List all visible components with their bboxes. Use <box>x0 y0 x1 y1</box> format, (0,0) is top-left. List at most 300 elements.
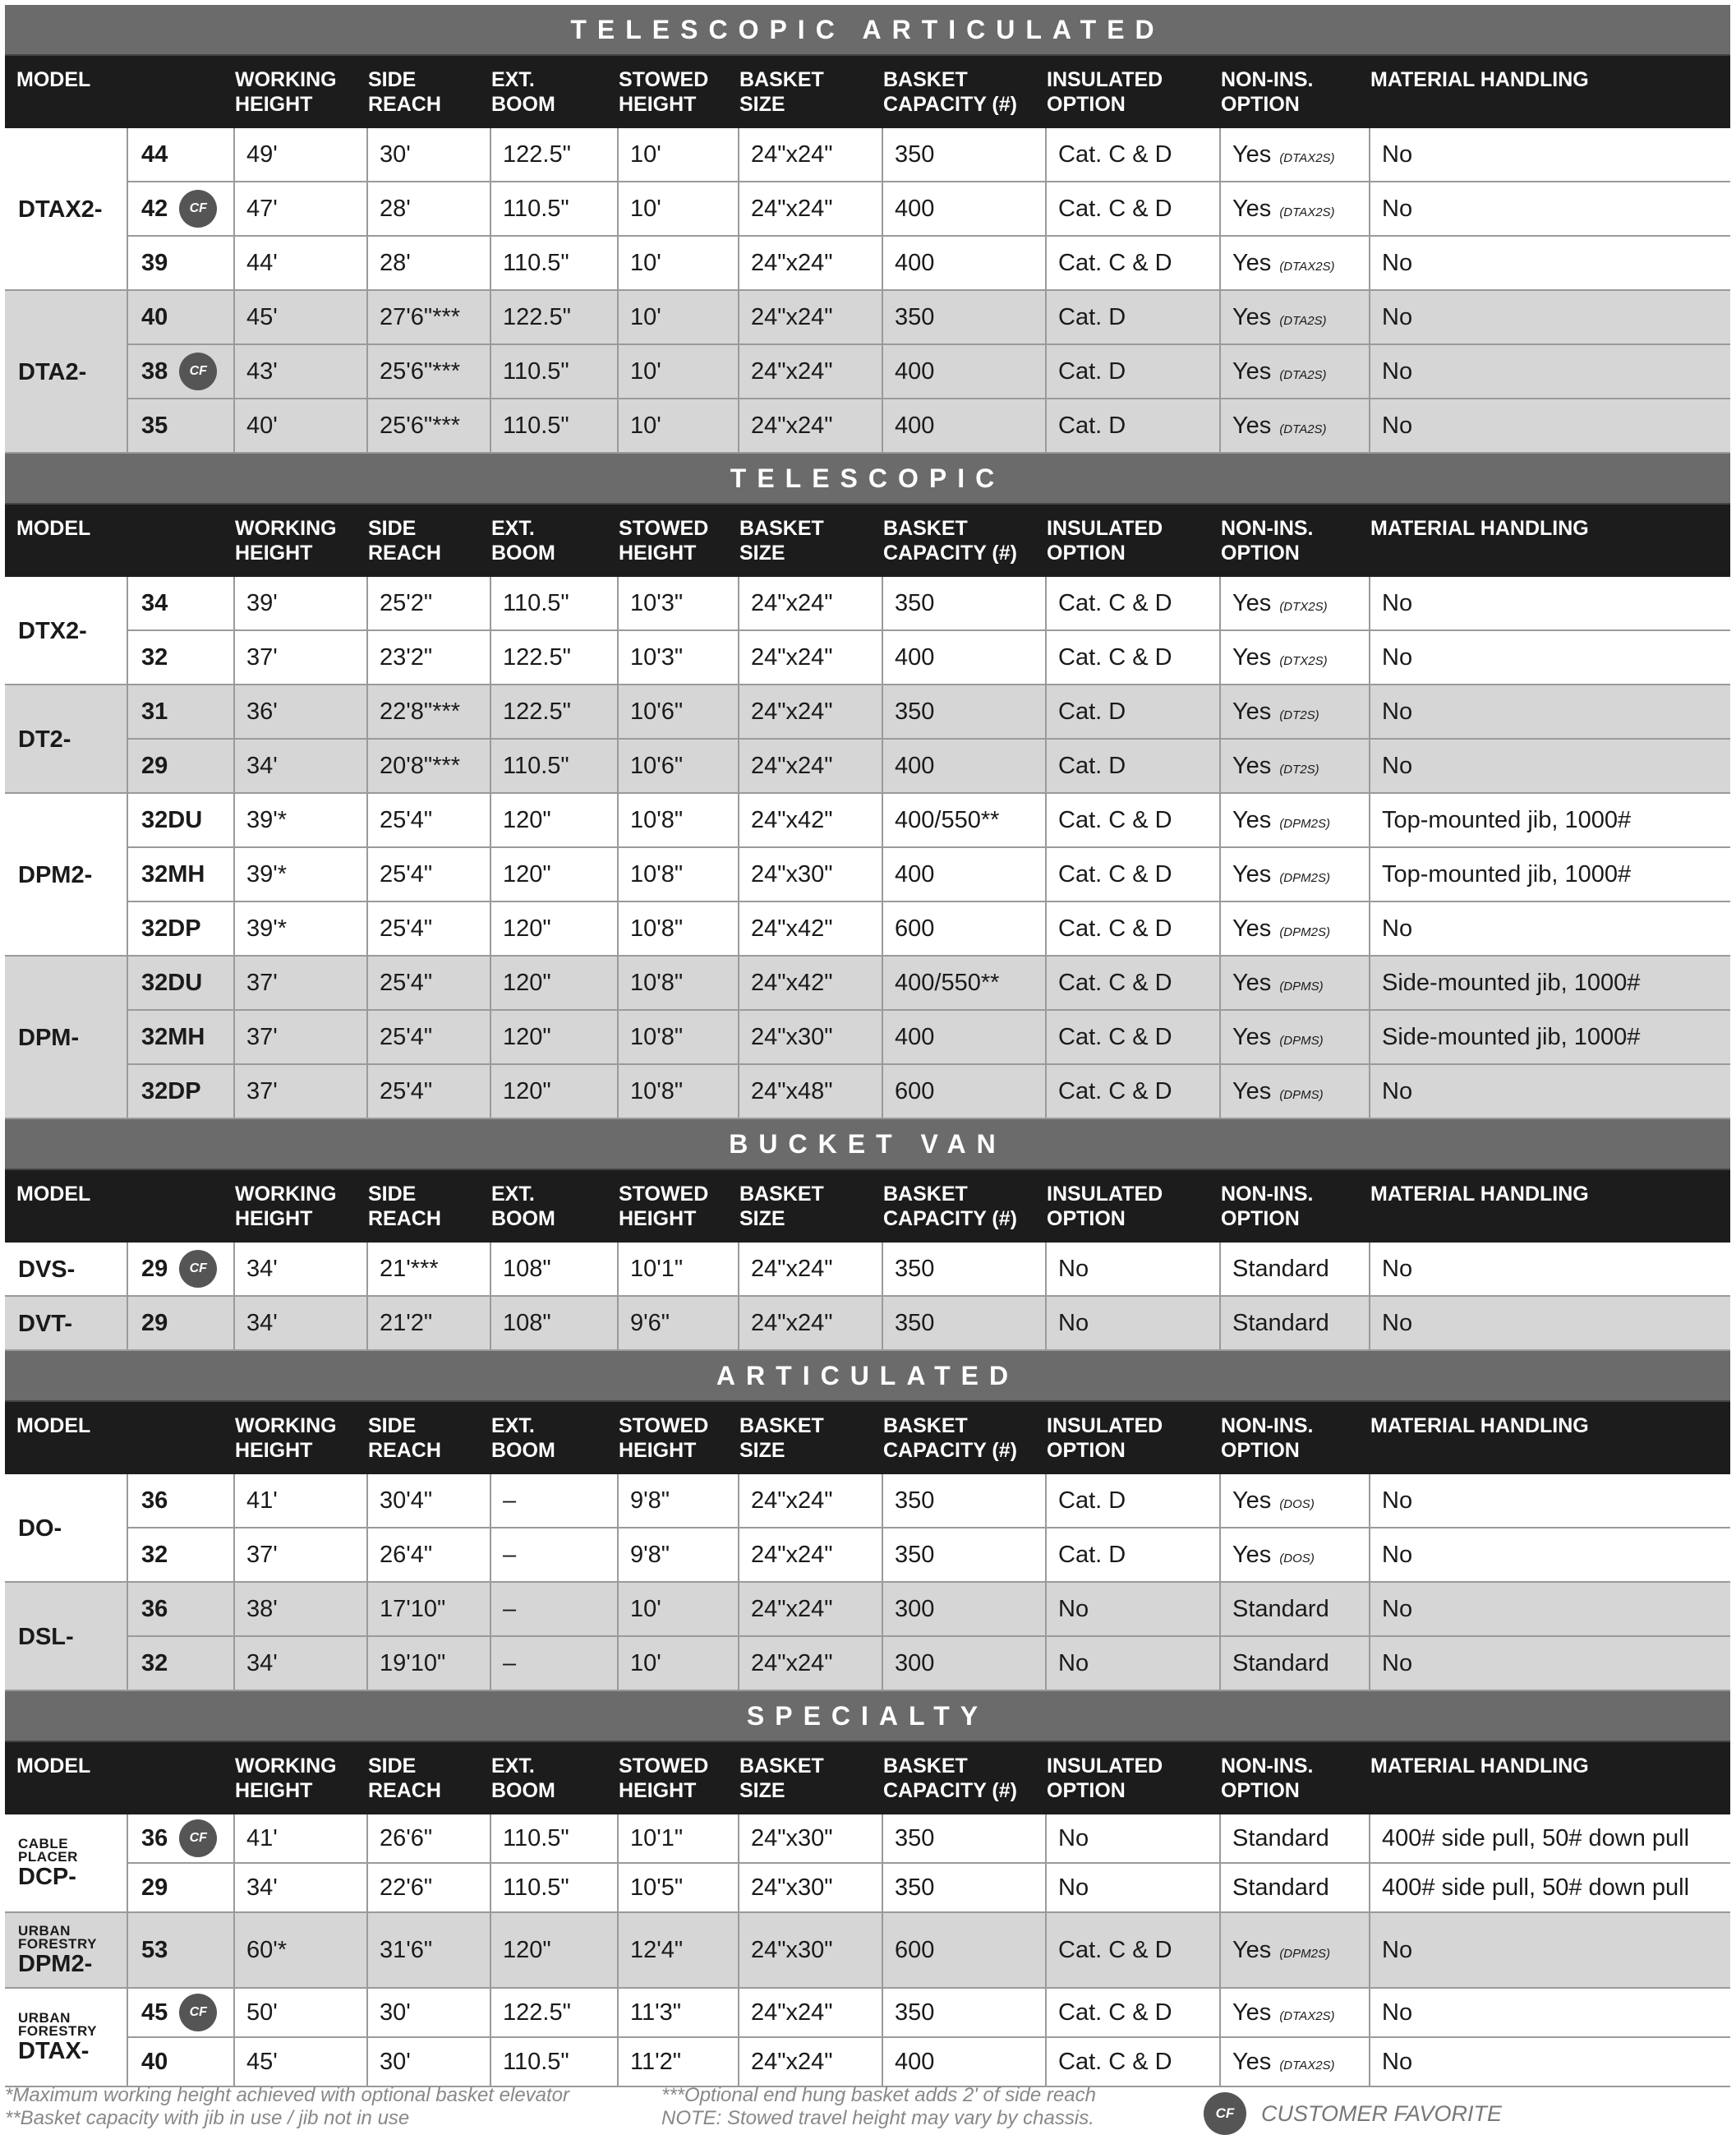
model-number: 44 <box>141 141 168 168</box>
side-reach-cell <box>368 1243 491 1295</box>
insulated-option-value: Cat. C & D <box>1058 141 1172 168</box>
model-number-cell <box>128 1297 235 1349</box>
basket-capacity-cell <box>883 237 1047 289</box>
working-height-cell <box>235 1864 368 1911</box>
model-number-cell <box>128 740 235 792</box>
model-rows <box>128 957 1730 1118</box>
column-header-ext-boom: EXT. BOOM <box>491 517 555 565</box>
material-handling-cell <box>1370 399 1730 452</box>
insulated-option-value: Cat. D <box>1058 752 1126 779</box>
working-height-cell <box>235 1297 368 1349</box>
basket-capacity-value: 350 <box>895 589 935 616</box>
basket-capacity-cell <box>883 1474 1047 1527</box>
working-height-value: 38' <box>246 1595 278 1622</box>
basket-capacity-value: 350 <box>895 1255 935 1282</box>
insulated-option-cell <box>1047 902 1221 955</box>
side-reach-value: 30' <box>380 141 411 168</box>
basket-size-cell <box>739 2038 883 2086</box>
ext-boom-cell <box>491 182 619 235</box>
working-height-cell <box>235 848 368 901</box>
model-number: 38 <box>141 357 168 385</box>
model-name-cell <box>5 1474 128 1581</box>
insulated-option-cell <box>1047 128 1221 181</box>
working-height-cell <box>235 631 368 684</box>
working-height-value: 40' <box>246 412 278 439</box>
ext-boom-value: 122.5" <box>503 303 571 330</box>
ext-boom-value: – <box>503 1649 517 1676</box>
material-handling-cell <box>1370 1583 1730 1635</box>
table-row <box>128 128 1730 182</box>
model-prefix: DTAX- <box>18 2037 90 2064</box>
basket-size-cell <box>739 128 883 181</box>
insulated-option-cell <box>1047 740 1221 792</box>
side-reach-value: 21'*** <box>380 1255 439 1282</box>
model-number-cell <box>128 2038 235 2086</box>
insulated-option-cell <box>1047 1913 1221 1987</box>
column-header-stowed-height: STOWED HEIGHT <box>619 1754 709 1802</box>
basket-capacity-value: 600 <box>895 915 935 942</box>
model-number: 36 <box>141 1487 168 1514</box>
model-prefix: DPM2- <box>18 1950 93 1977</box>
side-reach-value: 25'6"*** <box>380 357 461 385</box>
customer-favorite-badge-icon: CF <box>179 1819 217 1857</box>
column-header-material-handling: MATERIAL HANDLING <box>1370 68 1589 91</box>
working-height-value: 44' <box>246 249 278 276</box>
stowed-height-cell <box>619 1243 739 1295</box>
material-handling-value: No <box>1382 698 1413 725</box>
stowed-height-value: 10' <box>630 249 661 276</box>
ext-boom-value: – <box>503 1541 517 1568</box>
model-name-cell <box>5 577 128 684</box>
non-ins-option-value: Yes <box>1232 1487 1272 1514</box>
model-number: 40 <box>141 303 168 330</box>
non-ins-model-code: (DT2S) <box>1279 708 1319 722</box>
side-reach-cell <box>368 848 491 901</box>
ext-boom-value: 110.5" <box>503 752 569 779</box>
basket-capacity-value: 350 <box>895 698 935 725</box>
non-ins-model-code: (DTA2S) <box>1279 313 1327 328</box>
working-height-cell <box>235 1243 368 1295</box>
side-reach-cell <box>368 182 491 235</box>
side-reach-value: 31'6" <box>380 1936 433 1963</box>
stowed-height-cell <box>619 1989 739 2036</box>
basket-size-value: 24"x48" <box>751 1077 833 1104</box>
side-reach-cell <box>368 237 491 289</box>
column-header-non-ins-option: NON-INS. OPTION <box>1221 1183 1314 1230</box>
ext-boom-cell <box>491 848 619 901</box>
column-header-working-height: WORKING HEIGHT <box>235 1183 337 1230</box>
customer-favorite-badge-icon: CF <box>179 1994 217 2031</box>
ext-boom-cell <box>491 794 619 846</box>
material-handling-value: No <box>1382 1309 1413 1336</box>
side-reach-cell <box>368 1989 491 2036</box>
model-number-cell <box>128 1989 235 2036</box>
stowed-height-cell <box>619 182 739 235</box>
ext-boom-cell <box>491 1528 619 1581</box>
non-ins-option-value: Standard <box>1232 1649 1329 1676</box>
non-ins-option-value: Standard <box>1232 1255 1329 1282</box>
table-row <box>128 237 1730 289</box>
table-row <box>128 399 1730 452</box>
model-category-label: URBAN <box>18 1922 71 1939</box>
insulated-option-cell <box>1047 1637 1221 1690</box>
ext-boom-cell <box>491 631 619 684</box>
non-ins-option-value: Yes <box>1232 806 1272 833</box>
model-number-cell <box>128 848 235 901</box>
table-row <box>128 577 1730 631</box>
model-number-cell <box>128 685 235 738</box>
column-header-side-reach: SIDE REACH <box>368 68 441 116</box>
non-ins-model-code: (DTA2S) <box>1279 422 1327 436</box>
working-height-value: 41' <box>246 1487 278 1514</box>
insulated-option-cell <box>1047 577 1221 629</box>
column-header-non-ins-option: NON-INS. OPTION <box>1221 1414 1314 1462</box>
model-number-cell <box>128 1474 235 1527</box>
model-name-cell <box>5 1913 128 1987</box>
model-group <box>5 1583 1730 1691</box>
legend-label: CUSTOMER FAVORITE <box>1261 2100 1503 2126</box>
non-ins-model-code: (DT2S) <box>1279 762 1319 777</box>
insulated-option-cell <box>1047 1528 1221 1581</box>
basket-size-cell <box>739 1011 883 1063</box>
model-prefix: DTAX2- <box>18 196 103 223</box>
ext-boom-cell <box>491 1989 619 2036</box>
table-row <box>128 685 1730 740</box>
basket-size-cell <box>739 1637 883 1690</box>
material-handling-value: No <box>1382 589 1413 616</box>
model-prefix: DO- <box>18 1515 62 1542</box>
model-name <box>18 1515 62 1541</box>
non-ins-model-code: (DPMS) <box>1279 979 1324 994</box>
table-row <box>128 740 1730 792</box>
non-ins-option-cell <box>1221 957 1370 1009</box>
table-row <box>128 1011 1730 1065</box>
working-height-value: 43' <box>246 357 278 385</box>
model-category-label: FORESTRY <box>18 1935 97 1952</box>
table-row <box>128 345 1730 399</box>
material-handling-cell <box>1370 631 1730 684</box>
side-reach-value: 25'4" <box>380 915 433 942</box>
ext-boom-value: 108" <box>503 1309 551 1336</box>
column-header-basket-size: BASKET SIZE <box>739 517 824 565</box>
ext-boom-cell <box>491 1065 619 1118</box>
model-name <box>18 1256 75 1282</box>
basket-capacity-cell <box>883 291 1047 344</box>
working-height-value: 60'* <box>246 1936 288 1963</box>
basket-capacity-cell <box>883 1913 1047 1987</box>
column-header-side-reach: SIDE REACH <box>368 1414 441 1462</box>
ext-boom-value: 110.5" <box>503 249 569 276</box>
material-handling-cell <box>1370 1011 1730 1063</box>
non-ins-option-value: Yes <box>1232 1023 1272 1050</box>
working-height-value: 47' <box>246 195 278 222</box>
basket-size-value: 24"x42" <box>751 969 833 996</box>
working-height-value: 37' <box>246 1077 278 1104</box>
ext-boom-cell <box>491 1913 619 1987</box>
column-header-model: MODEL <box>16 1414 91 1437</box>
model-rows <box>128 577 1730 684</box>
ext-boom-cell <box>491 237 619 289</box>
non-ins-option-value: Yes <box>1232 698 1272 725</box>
working-height-value: 37' <box>246 1541 278 1568</box>
non-ins-option-cell <box>1221 1243 1370 1295</box>
side-reach-cell <box>368 1065 491 1118</box>
basket-size-cell <box>739 1814 883 1862</box>
model-prefix: DVS- <box>18 1256 76 1283</box>
basket-capacity-value: 600 <box>895 1936 935 1963</box>
non-ins-option-cell <box>1221 685 1370 738</box>
basket-size-value: 24"x30" <box>751 1824 833 1851</box>
non-ins-option-cell <box>1221 1065 1370 1118</box>
side-reach-value: 20'8"*** <box>380 752 461 779</box>
working-height-cell <box>235 1011 368 1063</box>
insulated-option-cell <box>1047 1243 1221 1295</box>
material-handling-cell <box>1370 182 1730 235</box>
basket-capacity-cell <box>883 902 1047 955</box>
table-row <box>128 631 1730 684</box>
side-reach-value: 22'6" <box>380 1874 433 1901</box>
basket-capacity-cell <box>883 1864 1047 1911</box>
section-title: BUCKET VAN <box>5 1119 1730 1170</box>
model-rows <box>128 1474 1730 1581</box>
model-number-cell <box>128 577 235 629</box>
side-reach-value: 25'6"*** <box>380 412 461 439</box>
non-ins-option-value: Yes <box>1232 915 1272 942</box>
column-header-basket-size: BASKET SIZE <box>739 1754 824 1802</box>
basket-capacity-value: 400 <box>895 412 935 439</box>
insulated-option-value: Cat. D <box>1058 357 1126 385</box>
side-reach-value: 26'4" <box>380 1541 433 1568</box>
model-rows <box>128 1989 1730 2086</box>
column-header-insulated-option: INSULATED OPTION <box>1047 1183 1163 1230</box>
model-name <box>18 196 103 222</box>
material-handling-value: No <box>1382 1077 1413 1104</box>
basket-size-cell <box>739 1583 883 1635</box>
insulated-option-cell <box>1047 1814 1221 1862</box>
column-header-row <box>5 1402 1730 1474</box>
side-reach-value: 25'4" <box>380 1077 433 1104</box>
column-header-side-reach: SIDE REACH <box>368 1754 441 1802</box>
table-row <box>128 1474 1730 1528</box>
ext-boom-value: 120" <box>503 860 551 888</box>
column-header-working-height: WORKING HEIGHT <box>235 1414 337 1462</box>
side-reach-value: 26'6" <box>380 1824 433 1851</box>
side-reach-value: 28' <box>380 195 411 222</box>
working-height-value: 34' <box>246 1255 278 1282</box>
non-ins-option-value: Yes <box>1232 1077 1272 1104</box>
model-number-cell <box>128 1065 235 1118</box>
basket-capacity-value: 400 <box>895 2048 935 2075</box>
model-name-cell <box>5 1243 128 1295</box>
insulated-option-cell <box>1047 1864 1221 1911</box>
side-reach-cell <box>368 1864 491 1911</box>
model-number-cell <box>128 957 235 1009</box>
model-category-label: CABLE <box>18 1835 69 1851</box>
model-group <box>5 1913 1730 1989</box>
side-reach-cell <box>368 291 491 344</box>
model-rows <box>128 1583 1730 1690</box>
ext-boom-value: 120" <box>503 915 551 942</box>
model-name <box>18 1311 72 1336</box>
column-header-basket-size: BASKET SIZE <box>739 68 824 116</box>
side-reach-cell <box>368 577 491 629</box>
stowed-height-cell <box>619 1528 739 1581</box>
side-reach-cell <box>368 1474 491 1527</box>
side-reach-value: 30' <box>380 1999 411 2026</box>
non-ins-model-code: (DTAX2S) <box>1279 2058 1335 2073</box>
material-handling-cell <box>1370 1989 1730 2036</box>
legend <box>1204 2092 1502 2135</box>
column-header-ext-boom: EXT. BOOM <box>491 1754 555 1802</box>
insulated-option-value: Cat. D <box>1058 698 1126 725</box>
model-name <box>18 862 92 888</box>
ext-boom-cell <box>491 1583 619 1635</box>
non-ins-option-cell <box>1221 1637 1370 1690</box>
model-number: 32MH <box>141 1023 205 1050</box>
non-ins-option-value: Standard <box>1232 1309 1329 1336</box>
insulated-option-cell <box>1047 399 1221 452</box>
model-category-label: PLACER <box>18 1848 78 1865</box>
model-number-cell <box>128 237 235 289</box>
stowed-height-cell <box>619 1011 739 1063</box>
basket-size-cell <box>739 1864 883 1911</box>
table-row <box>128 957 1730 1011</box>
ext-boom-cell <box>491 1864 619 1911</box>
stowed-height-value: 11'3" <box>630 1999 682 2026</box>
material-handling-value: No <box>1382 1487 1413 1514</box>
basket-capacity-value: 350 <box>895 1824 935 1851</box>
non-ins-option-cell <box>1221 902 1370 955</box>
basket-size-value: 24"x42" <box>751 806 833 833</box>
model-number-cell <box>128 1864 235 1911</box>
insulated-option-value: Cat. C & D <box>1058 915 1172 942</box>
model-prefix: DPM- <box>18 1024 80 1051</box>
column-header-working-height: WORKING HEIGHT <box>235 68 337 116</box>
side-reach-value: 28' <box>380 249 411 276</box>
material-handling-value: No <box>1382 2048 1413 2075</box>
material-handling-cell <box>1370 291 1730 344</box>
model-rows <box>128 1814 1730 1911</box>
stowed-height-value: 10'3" <box>630 643 684 671</box>
stowed-height-value: 9'6" <box>630 1309 670 1336</box>
insulated-option-cell <box>1047 631 1221 684</box>
basket-capacity-cell <box>883 399 1047 452</box>
basket-size-value: 24"x24" <box>751 589 833 616</box>
material-handling-value: 400# side pull, 50# down pull <box>1382 1824 1690 1851</box>
stowed-height-value: 10'8" <box>630 806 684 833</box>
ext-boom-cell <box>491 957 619 1009</box>
stowed-height-cell <box>619 345 739 398</box>
column-header-non-ins-option: NON-INS. OPTION <box>1221 1754 1314 1802</box>
non-ins-option-cell <box>1221 128 1370 181</box>
non-ins-option-cell <box>1221 1528 1370 1581</box>
non-ins-option-value: Yes <box>1232 2048 1272 2075</box>
basket-capacity-cell <box>883 848 1047 901</box>
model-group <box>5 577 1730 685</box>
insulated-option-value: Cat. D <box>1058 1541 1126 1568</box>
non-ins-option-cell <box>1221 1814 1370 1862</box>
insulated-option-value: Cat. C & D <box>1058 2048 1172 2075</box>
model-number-cell <box>128 128 235 181</box>
basket-capacity-value: 300 <box>895 1595 935 1622</box>
ext-boom-value: 122.5" <box>503 1999 571 2026</box>
ext-boom-cell <box>491 902 619 955</box>
footnote-left: *Maximum working height achieved with optional basket elevator **Basket capacity with jib in use / jib not in use <box>5 2084 570 2129</box>
working-height-value: 45' <box>246 303 278 330</box>
model-name-cell <box>5 128 128 289</box>
ext-boom-cell <box>491 1011 619 1063</box>
basket-size-cell <box>739 1913 883 1987</box>
non-ins-option-value: Yes <box>1232 303 1272 330</box>
working-height-cell <box>235 237 368 289</box>
working-height-cell <box>235 291 368 344</box>
ext-boom-cell <box>491 577 619 629</box>
insulated-option-cell <box>1047 2038 1221 2086</box>
material-handling-cell <box>1370 794 1730 846</box>
model-rows <box>128 1913 1730 1987</box>
side-reach-cell <box>368 2038 491 2086</box>
basket-capacity-cell <box>883 685 1047 738</box>
insulated-option-value: No <box>1058 1649 1089 1676</box>
ext-boom-value: 110.5" <box>503 2048 569 2075</box>
working-height-cell <box>235 1637 368 1690</box>
table-row <box>128 2038 1730 2086</box>
model-number: 31 <box>141 698 168 725</box>
column-header-ext-boom: EXT. BOOM <box>491 1414 555 1462</box>
non-ins-option-value: Yes <box>1232 1541 1272 1568</box>
basket-capacity-cell <box>883 577 1047 629</box>
stowed-height-value: 12'4" <box>630 1936 684 1963</box>
non-ins-option-value: Standard <box>1232 1595 1329 1622</box>
ext-boom-value: 120" <box>503 1936 551 1963</box>
working-height-cell <box>235 902 368 955</box>
material-handling-value: Side-mounted jib, 1000# <box>1382 969 1641 996</box>
basket-capacity-value: 600 <box>895 1077 935 1104</box>
model-group <box>5 1243 1730 1297</box>
ext-boom-cell <box>491 740 619 792</box>
insulated-option-cell <box>1047 291 1221 344</box>
basket-size-value: 24"x24" <box>751 698 833 725</box>
ext-boom-cell <box>491 685 619 738</box>
non-ins-option-cell <box>1221 577 1370 629</box>
column-header-basket-capacity: BASKET CAPACITY (#) <box>883 517 1017 565</box>
model-rows <box>128 128 1730 289</box>
material-handling-cell <box>1370 740 1730 792</box>
model-prefix: DPM2- <box>18 861 93 888</box>
model-number: 32 <box>141 643 168 671</box>
model-number-cell <box>128 1637 235 1690</box>
basket-capacity-cell <box>883 345 1047 398</box>
insulated-option-value: Cat. C & D <box>1058 860 1172 888</box>
ext-boom-value: 120" <box>503 969 551 996</box>
working-height-cell <box>235 1528 368 1581</box>
model-number-cell <box>128 1814 235 1862</box>
stowed-height-cell <box>619 848 739 901</box>
basket-capacity-cell <box>883 182 1047 235</box>
material-handling-value: No <box>1382 303 1413 330</box>
model-prefix: DTA2- <box>18 358 87 385</box>
model-number-cell <box>128 902 235 955</box>
working-height-value: 34' <box>246 1309 278 1336</box>
stowed-height-cell <box>619 1297 739 1349</box>
ext-boom-value: – <box>503 1595 517 1622</box>
basket-capacity-cell <box>883 2038 1047 2086</box>
table-row <box>128 1814 1730 1864</box>
working-height-value: 39' <box>246 589 278 616</box>
non-ins-option-value: Yes <box>1232 589 1272 616</box>
model-number-cell <box>128 794 235 846</box>
model-rows <box>128 685 1730 792</box>
